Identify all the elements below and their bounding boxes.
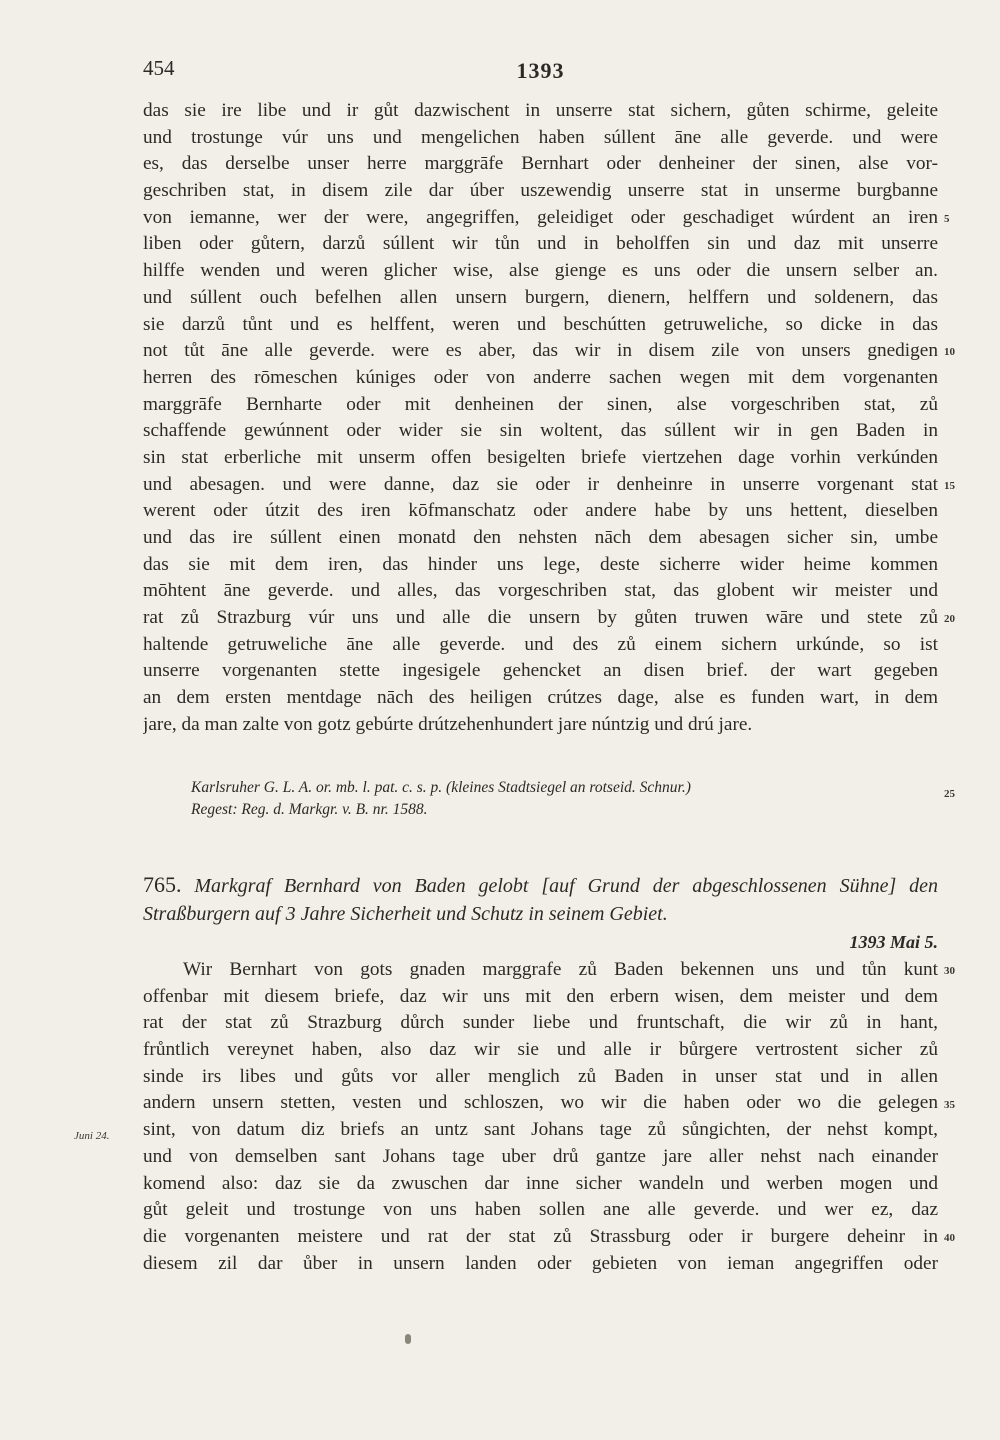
page-header xyxy=(143,56,938,86)
text-line: schaffende gewúnnent oder wider sie sin woltent, das súllent wir in gen Baden in xyxy=(143,420,938,442)
text-line: gůt geleit und trostunge von uns haben sollen ane alle geverde. und wer ez, daz xyxy=(143,1199,938,1221)
body-text xyxy=(143,98,938,739)
source-citation xyxy=(191,777,691,821)
text-line: sie darzů tůnt und es helffent, weren und beschútten getruweliche, so dicke in das xyxy=(143,313,938,335)
text-line: werent oder útzit des iren kōfmanschatz oder andere habe by uns hettent, dieselben xyxy=(143,500,938,522)
text-line: andern unsern stetten, vesten und schloszen, wo wir die haben oder wo die gelegen xyxy=(143,1092,938,1114)
line-number: 5 xyxy=(944,212,950,225)
line-number: 15 xyxy=(944,479,955,492)
text-line: und súllent ouch befelhen allen unsern burgern, dienern, helffern und soldenern, das xyxy=(143,286,938,308)
text-line: jare, da man zalte von gotz gebúrte drútzehenhundert jare núntzig und drú jare. xyxy=(143,713,753,735)
text-line: diesem zil dar ůber in unsern landen oder gebieten von ieman angegriffen oder xyxy=(143,1252,938,1274)
text-line: an dem ersten mentdage nāch des heiligen crútzes dage, alse es funden wart, in dem xyxy=(143,687,938,709)
text-line: komend also: daz sie da zwuschen dar inne sicher wandeln und werben mogen und xyxy=(143,1172,938,1194)
margin-note: Juni 24. xyxy=(74,1130,110,1142)
text-line: sin stat erberliche mit unserm offen besigelten briefe viertzehen dage vorhin verkúnden xyxy=(143,446,938,468)
text-line: das sie mit dem iren, das hinder uns lege, deste sicherre wider heime kommen xyxy=(143,553,938,575)
source-archive-line: Karlsruher G. L. A. or. mb. l. pat. c. s. p. (kleines Stadtsiegel an rotseid. Schnur.) xyxy=(191,779,691,796)
line-number: 40 xyxy=(944,1232,955,1244)
entry-text xyxy=(143,957,938,1277)
text-line: es, das derselbe unser herre marggrāfe Bernhart oder denheiner der sinen, alse vor- xyxy=(143,153,938,175)
text-line: rat der stat zů Strazburg důrch sunder liebe und fruntschaft, die wir zů in hant, xyxy=(143,1012,938,1034)
running-year-heading: 1393 xyxy=(516,58,565,83)
entry-number: 765. xyxy=(143,872,182,897)
text-line: sint, von datum diz briefs an untz sant Johans tage zů sůngichten, der nehst kompt, xyxy=(143,1119,938,1141)
source-regest-line: Regest: Reg. d. Markgr. v. B. nr. 1588. xyxy=(191,801,428,818)
text-line: Wir Bernhart von gots gnaden marggrafe zů Baden bekennen uns und tůn kunt xyxy=(183,959,938,980)
page-number: 454 xyxy=(143,56,175,80)
text-line: frůntlich vereynet haben, also daz wir sie und alle ir bůrgere vertrostent sicher zů xyxy=(143,1039,938,1061)
text-line: sinde irs libes und gůts vor aller menglich zů Baden in unser stat und in allen xyxy=(143,1065,938,1087)
text-line: hilffe wenden und weren glicher wise, alse gienge es uns oder die unsern selber an. xyxy=(143,260,938,282)
entry-title: Markgraf Bernhard von Baden gelobt [auf Grund der abgeschlossenen Sühne] den Straßburgern auf 3 Jahre Sicherheit und Schutz in seinem Gebiet. xyxy=(143,875,938,925)
text-line: mōhtent āne geverde. und alles, das vorgeschriben stat, das globent wir meister und xyxy=(143,580,938,602)
text-line: und abesagen. und were danne, daz sie oder ir denheinre in unserre vorgenant stat xyxy=(143,473,938,495)
line-number: 35 xyxy=(944,1098,955,1111)
text-line: geschriben stat, in disem zile dar úber uszewendig unserre stat in unserme burgbanne xyxy=(143,180,938,202)
line-number: 25 xyxy=(944,788,955,800)
line-number: 10 xyxy=(944,346,955,359)
text-line: das sie ire libe und ir gůt dazwischent in unserre stat sichern, gůten schirme, geleite xyxy=(143,100,938,121)
entry-title-block xyxy=(143,871,938,928)
text-line: und trostunge vúr uns und mengelichen haben súllent āne alle geverde. und were xyxy=(143,126,938,148)
text-line: liben oder gůtern, darzů súllent wir tůn und in beholffen sin und daz mit unserre xyxy=(143,233,938,255)
text-line: und von demselben sant Johans tage uber drů gantze jare aller nehst nach einander xyxy=(143,1145,938,1167)
text-line: marggrāfe Bernharte oder mit denheinen der sinen, alse vorgeschriben stat, zů xyxy=(143,393,938,415)
text-line: und das ire súllent einen monatd den nehsten nāch dem abesagen sicher sin, umbe xyxy=(143,527,938,548)
text-line: herren des rōmeschen kúniges oder von anderre sachen wegen mit dem vorgenanten xyxy=(143,366,938,388)
text-line: offenbar mit diesem briefe, daz wir uns mit den erbern wisen, dem meister und dem xyxy=(143,985,938,1007)
entry-date: 1393 Mai 5. xyxy=(849,932,938,952)
text-line: rat zů Strazburg vúr uns und alle die unsern by gůten truwen wāre und stete zů xyxy=(143,607,938,629)
text-line: haltende getruweliche āne alle geverde. und des zů einem sichern urkúnde, so ist xyxy=(143,633,938,655)
entry-heading xyxy=(143,871,938,956)
text-line: von iemanne, wer der were, angegriffen, geleidiget oder geschadiget wúrdent an iren xyxy=(143,206,938,228)
line-number: 30 xyxy=(944,965,955,977)
footer-mark xyxy=(405,1334,411,1344)
line-number: 20 xyxy=(944,613,955,626)
text-line: not tůt āne alle geverde. were es aber, das wir in disem zile von unsers gnedigen xyxy=(143,340,938,362)
text-line: unserre vorgenanten stette ingesigele gehencket an disen brief. der wart gegeben xyxy=(143,660,938,682)
text-line: die vorgenanten meistere und rat der stat zů Strassburg oder ir burgere deheinr in xyxy=(143,1225,938,1247)
